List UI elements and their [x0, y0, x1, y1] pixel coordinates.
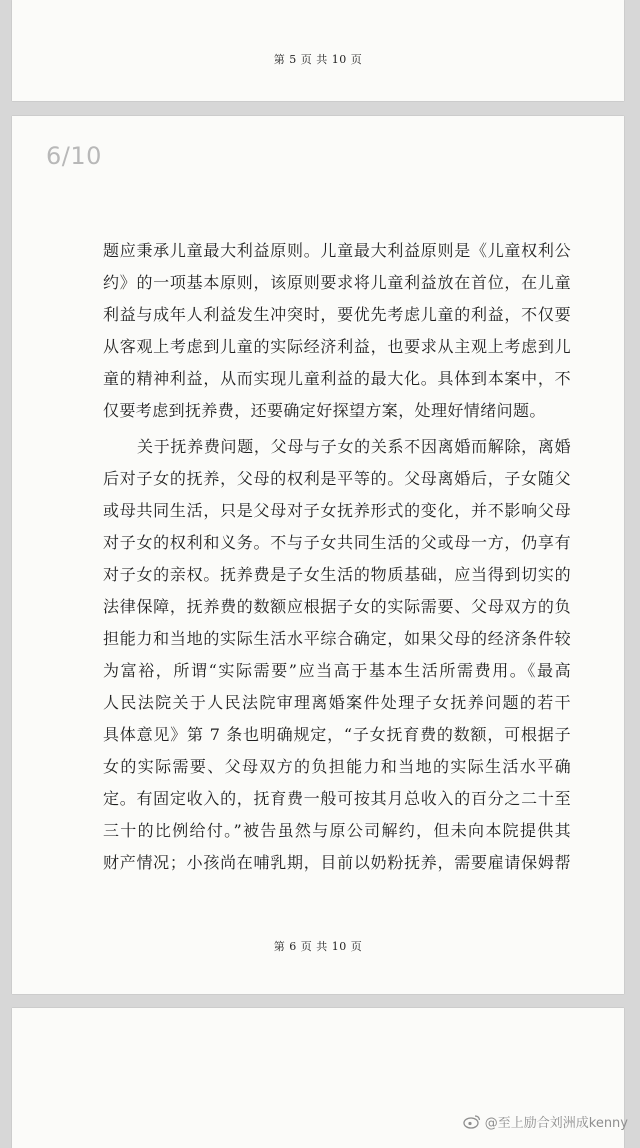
paragraph-line: 三十的比例给付。”被告虽然与原公司解约，但未向本院提供其 — [103, 821, 571, 840]
paragraph-line: 财产情况；小孩尚在哺乳期，目前以奶粉抚养，需要雇请保姆帮 — [103, 853, 571, 872]
paragraph-line: 担能力和当地的实际生活水平综合确定，如果父母的经济条件较 — [103, 629, 571, 648]
paragraph-line: 仅要考虑到抚养费，还要确定好探望方案，处理好情绪问题。 — [103, 401, 546, 420]
page-footer-top: 第 5 页 共 10 页 — [273, 53, 363, 66]
page-footer-main: 第 6 页 共 10 页 — [273, 940, 363, 953]
page-counter-badge: 6/10 — [46, 142, 102, 170]
paragraph-line: 法律保障，抚养费的数额应根据子女的实际需要、父母双方的负 — [103, 597, 571, 616]
paragraph-line: 女的实际需要、父母双方的负担能力和当地的实际生活水平确 — [103, 757, 571, 776]
paragraph-line: 对子女的权利和义务。不与子女共同生活的父或母一方，仍享有 — [103, 533, 571, 552]
paragraph-line: 后对子女的抚养，父母的权利是平等的。父母离婚后，子女随父 — [103, 469, 571, 488]
paragraph-line: 关于抚养费问题，父母与子女的关系不因离婚而解除，离婚 — [137, 437, 571, 456]
current-page — [12, 116, 624, 994]
paragraph-2 — [103, 431, 571, 879]
weibo-watermark — [463, 1112, 628, 1131]
paragraph-line: 人民法院关于人民法院审理离婚案件处理子女抚养问题的若干 — [103, 693, 571, 712]
paragraph-line: 题应秉承儿童最大利益原则。儿童最大利益原则是《儿童权利公 — [103, 241, 571, 260]
paragraph-line: 定。有固定收入的，抚育费一般可按其月总收入的百分之二十至 — [103, 789, 571, 808]
paragraph-1 — [103, 235, 571, 427]
paragraph-line: 对子女的亲权。抚养费是子女生活的物质基础，应当得到切实的 — [103, 565, 571, 584]
paragraph-line: 或母共同生活，只是父母对子女抚养形式的变化，并不影响父母 — [103, 501, 571, 520]
weibo-icon — [463, 1114, 481, 1129]
paragraph-line: 从客观上考虑到儿童的实际经济利益，也要求从主观上考虑到儿 — [103, 337, 571, 356]
paragraph-line: 约》的一项基本原则，该原则要求将儿童利益放在首位，在儿童 — [103, 273, 571, 292]
document-body — [103, 235, 571, 879]
paragraph-line: 利益与成年人利益发生冲突时，要优先考虑儿童的利益，不仅要 — [103, 305, 571, 324]
paragraph-line: 童的精神利益，从而实现儿童利益的最大化。具体到本案中，不 — [103, 369, 571, 388]
previous-page — [12, 0, 624, 101]
watermark-text: @至上励合刘洲成kenny — [484, 1116, 628, 1131]
paragraph-line: 具体意见》第 7 条也明确规定，“子女抚育费的数额，可根据子 — [103, 725, 571, 744]
paragraph-line: 为富裕，所谓“实际需要”应当高于基本生活所需费用。《最高 — [103, 661, 571, 680]
